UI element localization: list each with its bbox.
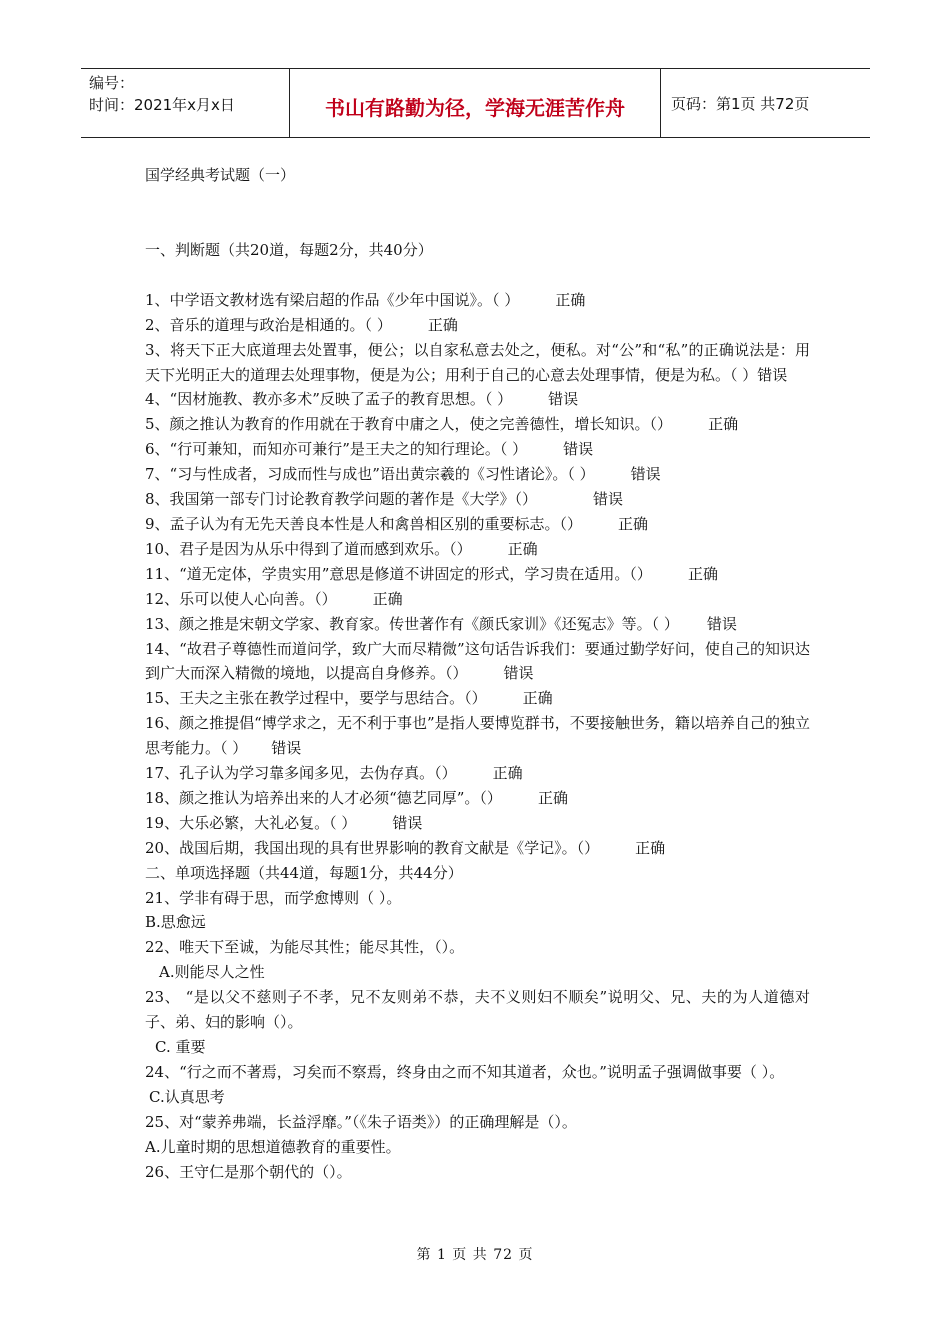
question-15: 15、王夫之主张在教学过程中，要学与思结合。（） 正确 [145, 686, 810, 711]
question-4: 4、“因材施教、教亦多术”反映了孟子的教育思想。（ ） 错误 [145, 387, 810, 412]
answer: 正确 [635, 838, 666, 857]
answer: 错误 [392, 813, 423, 832]
answer-24: C.认真思考 [149, 1087, 225, 1106]
answer: 错误 [503, 664, 534, 683]
section-heading: 二、单项选择题（共44道，每题1分，共44分） [145, 863, 463, 882]
answer: 正确 [522, 689, 553, 708]
answer: 正确 [427, 315, 458, 334]
question-14: 14、“故君子尊德性而道问学，致广大而尽精微”这句话告诉我们：要通过勤学好问，使自己的知识达到广大而深入精微的境地，以提高自身修养。（） 错误 [145, 637, 810, 687]
question-13: 13、颜之推是宋朝文学家、教育家。传世著作有《颜氏家训》《还冤志》等。（ ） 错误 [145, 612, 810, 637]
time-label: 时间：2021年x月x日 [89, 96, 235, 114]
answer-23: C. 重要 [155, 1038, 206, 1056]
header-meta [81, 69, 289, 137]
answer: 正确 [507, 539, 538, 558]
document-header [81, 68, 870, 138]
answer: 错误 [593, 490, 624, 509]
question-3: 3、将天下正大底道理去处置事，便公；以自家私意去处之，便私。对“公”和“私”的正确说法是：用天下光明正大的道理去处理事物，便是为公；用利于自己的心意去处理事情，便是为私。（ ）错误 [145, 340, 810, 384]
question-5: 5、颜之推认为教育的作用就在于教育中庸之人，使之完善德性，增长知识。（） 正确 [145, 412, 810, 437]
question-6: 6、“行可兼知，而知亦可兼行”是王夫之的知行理论。（ ） 错误 [145, 437, 810, 462]
question-1: 1、中学语文教材选有梁启超的作品《少年中国说》。（ ） 正确 [145, 288, 810, 313]
answer: 正确 [708, 415, 739, 434]
answer: 错误 [271, 739, 302, 758]
question-21: 21、学非有碍于思，而学愈博则（ ）。 [145, 888, 402, 907]
page-footer: 第 1 页 共 72 页 [416, 1247, 534, 1263]
answer-22: A.则能尽人之性 [159, 963, 265, 982]
question-19: 19、大乐必繁，大礼必复。（ ） 错误 [145, 811, 810, 836]
question-12: 12、乐可以使人心向善。（） 正确 [145, 587, 810, 612]
serial-label: 编号： [89, 74, 135, 92]
question-22: 22、唯天下至诚，为能尽其性；能尽其性，（）。 [145, 938, 465, 957]
answer: 正确 [492, 764, 523, 783]
answer: 正确 [555, 290, 586, 309]
answer: 正确 [687, 564, 718, 583]
question-24: 24、“行之而不著焉，习矣而不察焉，终身由之而不知其道者，众也。”说明孟子强调做事要（ ）。 [145, 1062, 785, 1081]
question-25: 25、对“蒙养弗端，长益浮靡。”（《朱子语类》）的正确理解是（）。 [145, 1112, 577, 1131]
answer: 正确 [372, 589, 403, 608]
question-26: 26、王守仁是那个朝代的（）。 [145, 1162, 352, 1181]
question-17: 17、孔子认为学习靠多闻多见，去伪存真。（） 正确 [145, 761, 810, 786]
answer-21: B.思愈远 [145, 913, 206, 932]
question-11: 11、“道无定体，学贵实用”意思是修道不讲固定的形式，学习贵在适用。（） 正确 [145, 562, 810, 587]
header-motto: 书山有路勤为径，学海无涯苦作舟 [289, 69, 661, 137]
question-20: 20、战国后期，我国出现的具有世界影响的教育文献是《学记》。（） 正确 [145, 836, 810, 861]
answer-25: A.儿童时期的思想道德教育的重要性。 [145, 1137, 401, 1156]
question-16: 16、颜之推提倡“博学求之，无不利于事也”是指人要博览群书，不要接触世务，籍以培养自己的独立思考能力。（ ） 错误 [145, 711, 810, 761]
document-body [145, 163, 810, 1184]
answer: 错误 [630, 465, 661, 484]
answer: 正确 [537, 788, 568, 807]
answer: 错误 [548, 390, 579, 409]
question-7: 7、“习与性成者，习成而性与成也”语出黄宗羲的《习性诸论》。（ ） 错误 [145, 462, 810, 487]
question-8: 8、我国第一部专门讨论教育教学问题的著作是《大学》（） 错误 [145, 487, 810, 512]
document-title: 国学经典考试题（一） [145, 166, 296, 184]
answer: 正确 [618, 514, 649, 533]
answer: 错误 [563, 440, 594, 459]
question-9: 9、孟子认为有无先天善良本性是人和禽兽相区别的重要标志。（） 正确 [145, 512, 810, 537]
question-18: 18、颜之推认为培养出来的人才必须“德艺同厚”。（） 正确 [145, 786, 810, 811]
section-heading: 一、判断题（共20道，每题2分，共40分） [145, 240, 433, 259]
answer: 错误 [706, 614, 737, 633]
header-page-info: 页码：第1页 共72页 [671, 94, 810, 113]
question-23: 23、 “是以父不慈则子不孝，兄不友则弟不恭，夫不义则妇不顺矣”说明父、兄、夫的为人道德对子、弟、妇的影响（）。 [145, 988, 810, 1032]
question-10: 10、君子是因为从乐中得到了道而感到欢乐。（） 正确 [145, 537, 810, 562]
question-2: 2、音乐的道理与政治是相通的。（ ） 正确 [145, 313, 810, 338]
